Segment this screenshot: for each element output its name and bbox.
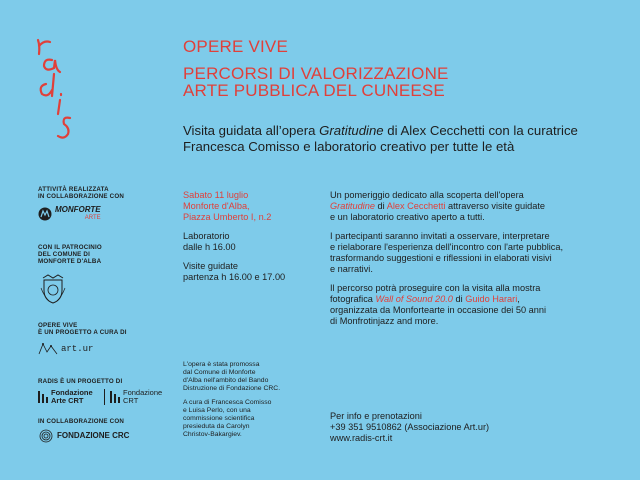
desc-p3-2a: fotografica <box>330 294 376 304</box>
fondazione-crc-logo <box>38 429 129 443</box>
fondazione-crt-logo <box>110 389 162 405</box>
desc-p3-1: Il percorso potrà proseguire con la visita alla mostra <box>330 283 541 293</box>
monforte-text: MONFORTE <box>55 205 101 214</box>
fondazione-arte-crt-logo <box>38 389 93 405</box>
desc-p1-a: Un pomeriggio dedicato alla scoperta dell'opera <box>330 190 524 200</box>
desc-p2-2: e rielaborare l'esperienza dell'incontro con l'arte pubblica, <box>330 242 564 252</box>
desc-p1-d: e un laboratorio creativo aperto a tutti. <box>330 212 485 222</box>
logo-divider <box>104 389 105 405</box>
fondazione-crc-text: FONDAZIONE CRC <box>57 431 130 440</box>
monforte-icon <box>38 207 52 221</box>
desc-p2-4: e narrativi. <box>330 264 373 274</box>
title-line-2: PERCORSI DI VALORIZZAZIONE <box>183 64 449 83</box>
contact-info <box>330 411 489 444</box>
patronage-2: DEL COMUNE DI <box>38 251 90 259</box>
lab-2: dalle h 16.00 <box>183 242 236 252</box>
project-1: OPERE VIVE <box>38 322 78 329</box>
credits-p2-1: A cura di Francesca Comisso <box>183 399 272 406</box>
subtitle <box>183 123 578 155</box>
desc-p3-author: Guido Harari <box>465 294 518 304</box>
fondazione-mark-icon <box>38 390 48 404</box>
subtitle-line2: Francesca Comisso e laboratorio creativo per tutte le età <box>183 139 515 154</box>
collab-heading <box>38 186 124 200</box>
credits-p1-1: L'opera è stata promossa <box>183 361 260 368</box>
event-place-1: Monforte d'Alba, <box>183 201 250 211</box>
artur-icon <box>38 342 58 356</box>
desc-p1-work: Gratitudine <box>330 201 375 211</box>
title-block <box>183 38 449 99</box>
description <box>330 190 620 335</box>
credits-p1-2: dal Comune di Monforte <box>183 369 256 376</box>
artur-text: art.ur <box>61 344 94 354</box>
visit-1: Visite guidate <box>183 261 238 271</box>
credits-p1-3: d'Alba nell'ambito del Bando <box>183 377 269 384</box>
fondazione-a-2: Arte CRT <box>51 396 84 405</box>
project-2: È UN PROGETTO A CURA DI <box>38 329 127 337</box>
monforte-sub: ARTE <box>84 215 101 221</box>
subtitle-work: Gratitudine <box>319 123 384 138</box>
project-heading <box>38 322 127 336</box>
comune-crest-icon <box>40 274 66 309</box>
radis-heading: RADIS È UN PROGETTO DI <box>38 378 123 385</box>
credits-p2-2: e Luisa Perlo, con una <box>183 407 251 414</box>
desc-p2-3: trasformando suggestioni e riflessioni in elaborati visivi <box>330 253 552 263</box>
desc-p3-2c: , <box>517 294 520 304</box>
event-info <box>183 190 285 291</box>
credits-p2-4: presieduta da Carolyn <box>183 423 250 430</box>
title-line-1: OPERE VIVE <box>183 37 288 56</box>
lab-1: Laboratorio <box>183 231 230 241</box>
event-place-2: Piazza Umberto I, n.2 <box>183 212 272 222</box>
fondazione-a-1: Fondazione <box>51 388 93 397</box>
desc-p3-show: Wall of Sound 20.0 <box>375 294 453 304</box>
desc-p3-4: di Monfrotinjazz and more. <box>330 316 439 326</box>
credits <box>183 361 280 445</box>
credits-p2-5: Christov-Bakargiev. <box>183 431 242 438</box>
desc-p1-c: attraverso visite guidate <box>445 201 546 211</box>
desc-p3-3: organizzata da Monfortearte in occasione dei 50 anni <box>330 305 547 315</box>
desc-p1-artist: Alex Cecchetti <box>386 201 446 211</box>
credits-p2-3: commissione scientifica <box>183 415 255 422</box>
crc-rings-icon <box>38 429 54 443</box>
patronage-1: CON IL PATROCINIO <box>38 244 102 251</box>
contact-line-1: Per info e prenotazioni <box>330 411 422 421</box>
desc-p3-2b: di <box>452 294 466 304</box>
contact-phone: +39 351 9510862 (Associazione Art.ur) <box>330 422 490 432</box>
visit-2: partenza h 16.00 e 17.00 <box>183 272 286 282</box>
event-date: Sabato 11 luglio <box>183 190 249 200</box>
collab-heading-1: ATTIVITÀ REALIZZATA <box>38 186 109 193</box>
desc-p2-1: I partecipanti saranno invitati a osservare, interpretare <box>330 231 550 241</box>
contact-website: www.radis-crt.it <box>330 433 393 443</box>
desc-p1-b: di <box>374 201 387 211</box>
radis-logo <box>30 34 90 144</box>
collab2-heading: IN COLLABORAZIONE CON <box>38 418 125 425</box>
collab-heading-2: IN COLLABORAZIONE CON <box>38 193 125 201</box>
subtitle-part1: Visita guidata all’opera <box>183 123 320 138</box>
subtitle-part2: di Alex Cecchetti con la curatrice <box>383 123 578 138</box>
credits-p1-4: Distruzione di Fondazione CRC. <box>183 385 281 392</box>
fondazione-crt-mark-icon <box>110 390 120 404</box>
monforte-arte-logo <box>38 206 101 222</box>
fondazione-b-2: CRT <box>123 396 139 405</box>
fondazione-b-1: Fondazione <box>123 388 163 397</box>
patronage-3: MONFORTE D'ALBA <box>38 258 102 266</box>
artur-logo <box>38 342 93 356</box>
patronage-heading <box>38 244 102 266</box>
title-line-3: ARTE PUBBLICA DEL CUNEESE <box>183 81 445 100</box>
